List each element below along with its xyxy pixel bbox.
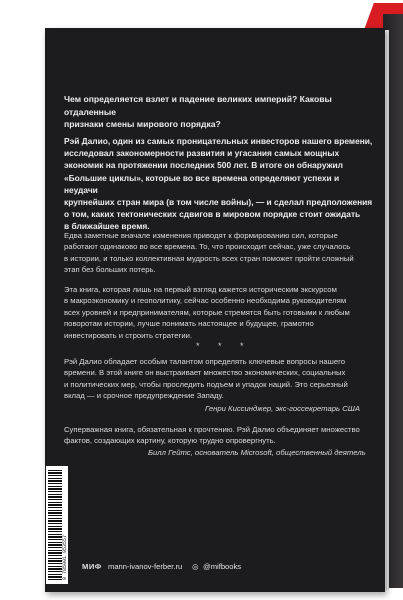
quote-kissinger-author: Генри Киссинджер, экс-госсекретарь США: [205, 404, 360, 413]
cover-heading: [64, 93, 364, 131]
heading-line: Чем определяется взлет и падение великих империй? Каковы отдаленные: [64, 94, 332, 117]
paragraph-line: инвестировать и строить стратегии.: [64, 330, 193, 340]
publisher-social: @mifbooks: [203, 562, 242, 571]
bold-line: Рэй Далио, один из самых проницательных инвесторов нашего времени,: [64, 136, 373, 146]
quote-gates-author: Билл Гейтс, основатель Microsoft, общественный деятель: [148, 448, 366, 457]
isbn-barcode: [46, 466, 68, 584]
paragraph-2: [64, 230, 374, 276]
barcode-digits: 9 785001 953557: [62, 534, 68, 580]
quote-kissinger: [64, 356, 374, 402]
heading-line: признаки смены мирового порядка?: [64, 119, 221, 129]
quote-line: фактов, создающих картину, которую трудно опровергнуть.: [64, 436, 276, 446]
quote-line: Суперважная книга, обязательная к прочтению. Рэй Далио объединяет множество: [64, 425, 360, 434]
bold-line: в ближайшее время.: [64, 221, 150, 232]
quote-line: времени. В этой книге он выстраивает множество экономических, социальных: [64, 368, 346, 378]
bold-line: экономик на протяжении последних 500 лет. В итоге он обнаружил: [64, 160, 343, 171]
publisher-website: mann-ivanov-ferber.ru: [108, 562, 183, 571]
paragraph-line: Эта книга, которая лишь на первый взгляд кажется историческим экскурсом: [64, 285, 337, 294]
section-separator: * * *: [196, 341, 252, 351]
paragraph-line: в истории, и только коллективная мудрость всех стран поможет пройти сложный: [64, 253, 354, 263]
bold-line: исследовал закономерности развития и угасания самых мощных: [64, 148, 340, 159]
bold-line: о том, каких тектонических сдвигов в мировом порядке стоит ожидать: [64, 209, 361, 220]
barcode-bars: [48, 470, 62, 580]
paragraph-line: всех уровней и предпринимателям, которые стремятся быть готовыми к любым: [64, 307, 350, 317]
quote-gates: [64, 424, 374, 447]
instagram-icon: ◎: [192, 562, 199, 571]
bold-line: «Большие циклы», которые во все времена определяют успехи и неудачи: [64, 172, 340, 195]
paragraph-3: [64, 284, 374, 341]
quote-line: вклад — и срочное предупреждение Западу.: [64, 391, 224, 401]
paragraph-line: Едва заметные вначале изменения приводят к формированию сил, которые: [64, 231, 338, 240]
paragraph-line: этап без больших потерь.: [64, 265, 156, 275]
paragraph-line: поворотам истории, лучше понимать настоящее и будущее, грамотно: [64, 319, 314, 329]
bold-paragraph: [64, 135, 374, 233]
quote-line: и политических мер, чтобы проследить подъем и упадок наций. Это серьезный: [64, 379, 348, 389]
publisher-logo: МИФ: [82, 562, 102, 571]
quote-line: Рэй Далио обладает особым талантом определять ключевые вопросы нашего: [64, 357, 346, 366]
paragraph-line: работают одинаково во все времена. То, что происходит сейчас, уже случалось: [64, 242, 351, 252]
bold-line: крупнейших стран мира (в том числе войны), — и сделал предположения: [64, 197, 373, 208]
paragraph-line: в макроэкономику и геополитику, сейчас особенно необходима руководителям: [64, 296, 347, 306]
